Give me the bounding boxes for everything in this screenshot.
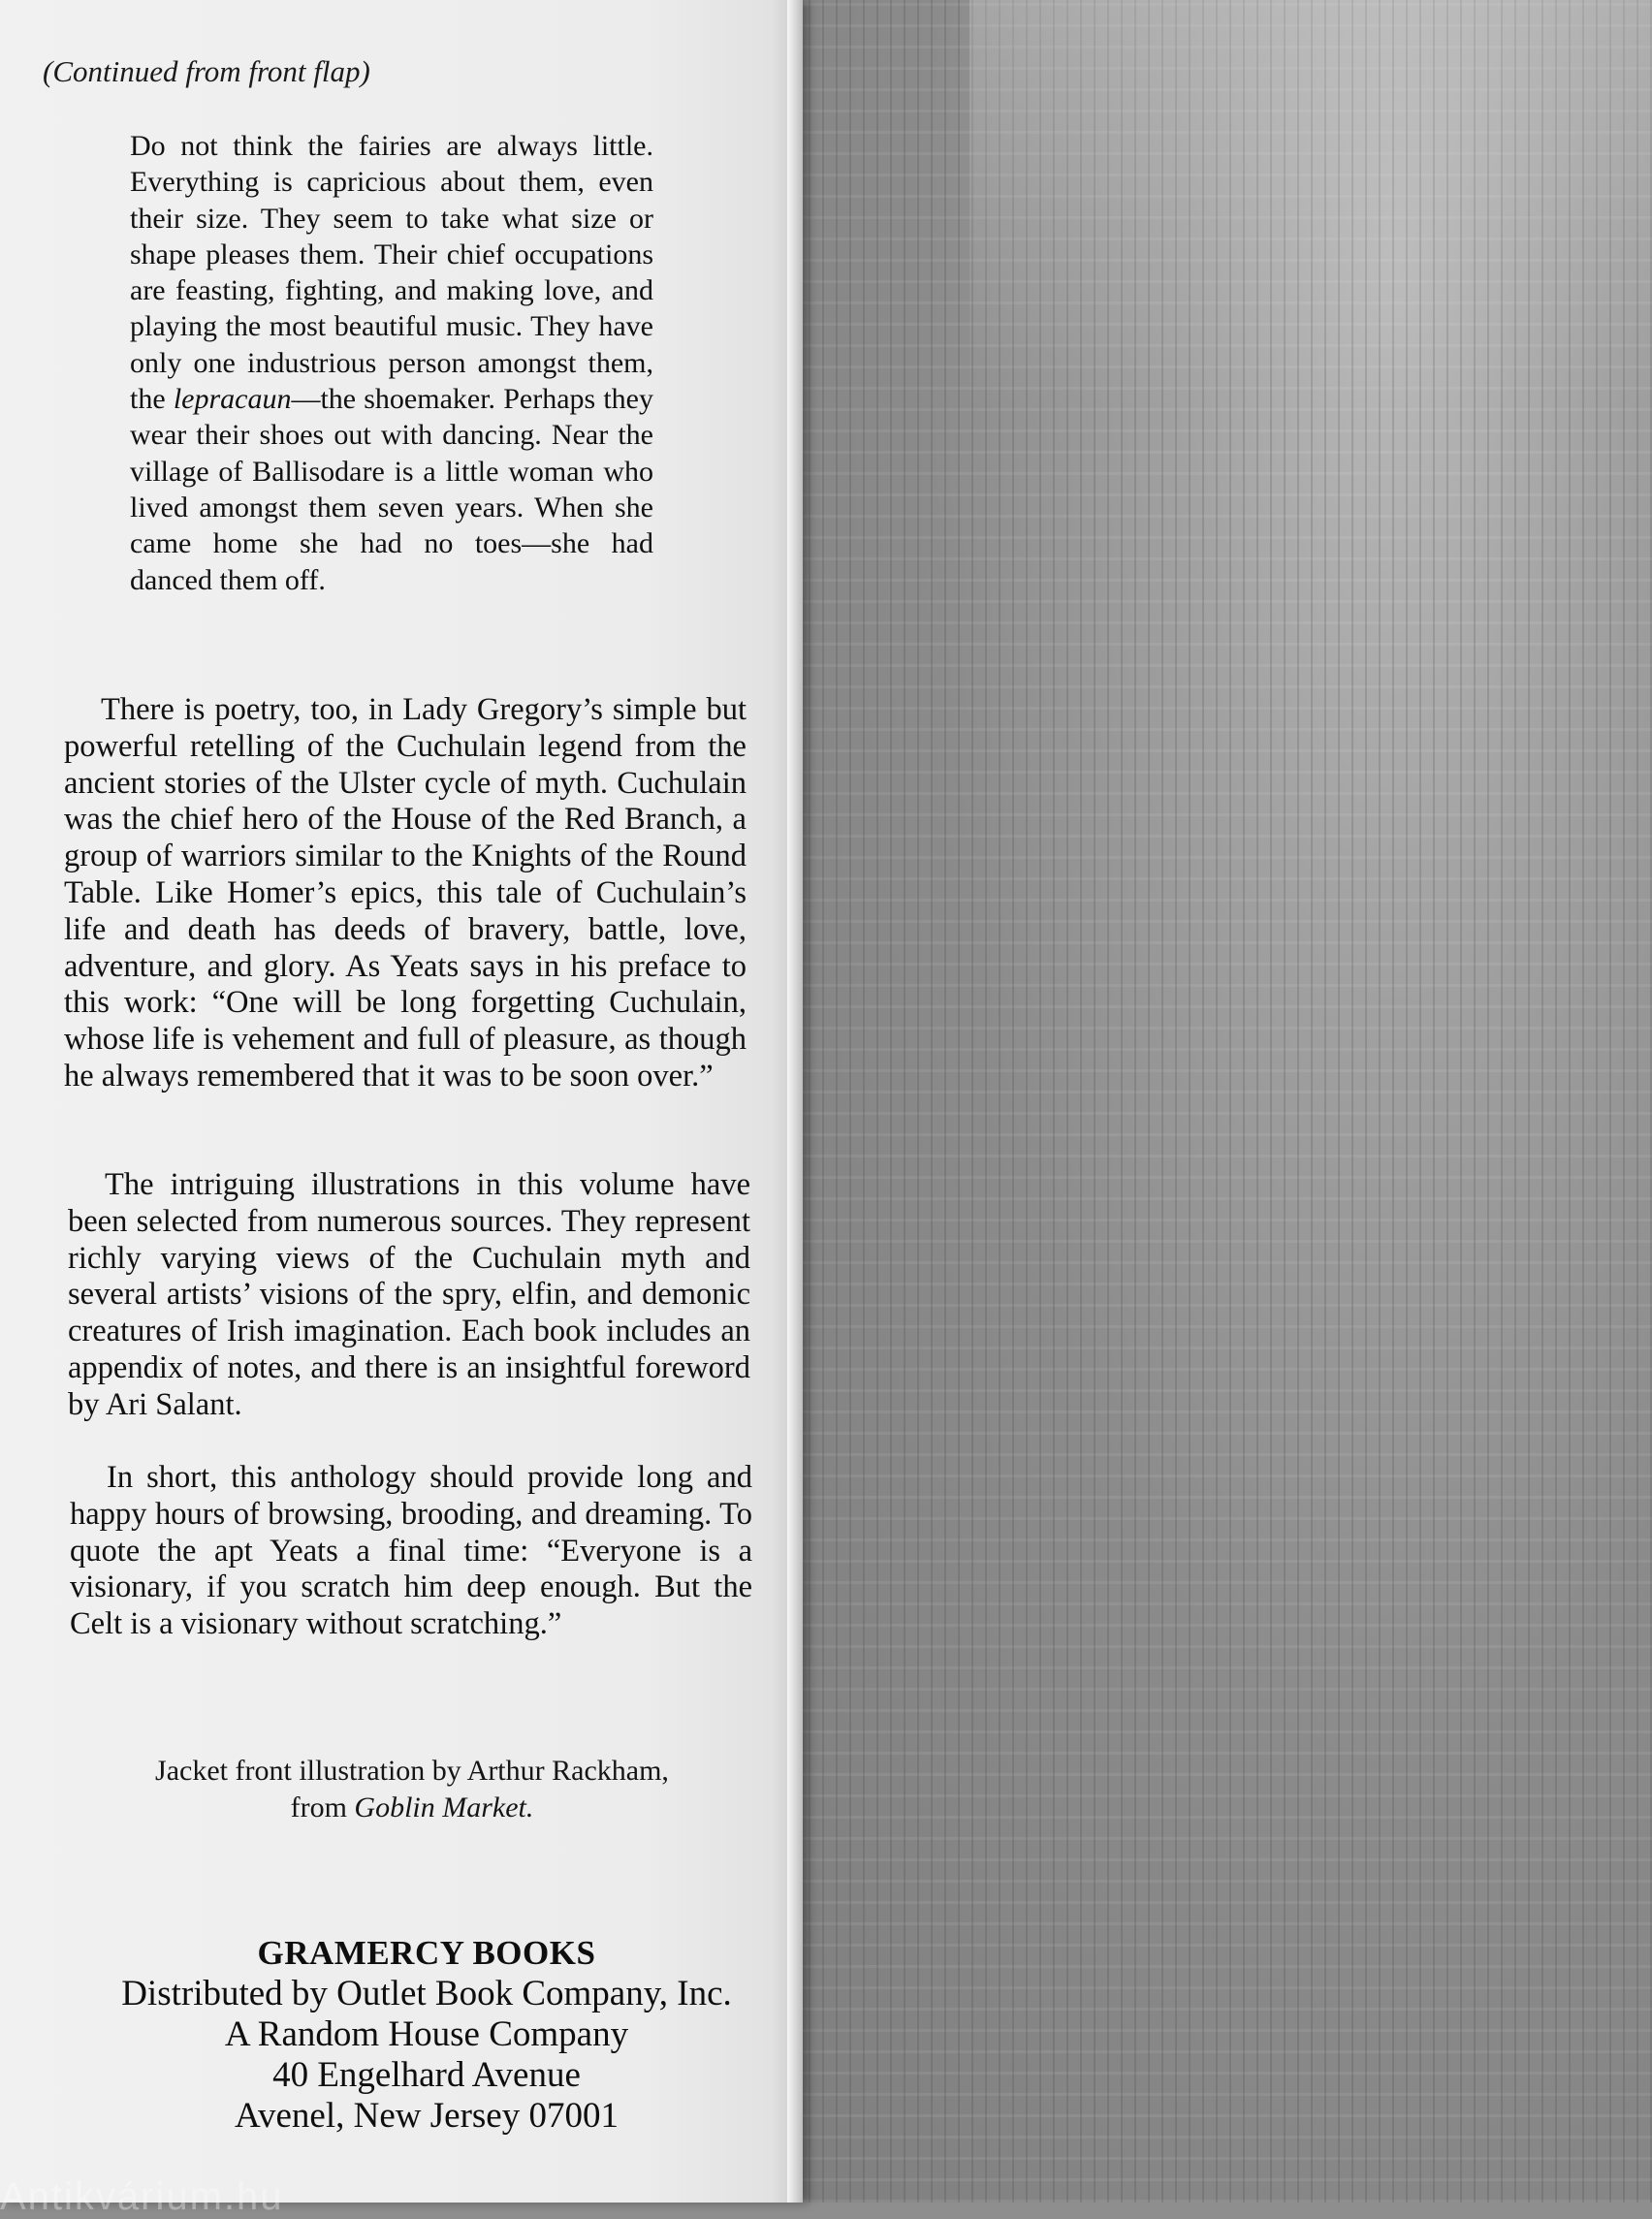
publisher-line: Distributed by Outlet Book Company, Inc. <box>121 1974 732 2013</box>
publisher-line: Avenel, New Jersey 07001 <box>235 2096 619 2136</box>
illustration-credit <box>78 1753 747 1826</box>
block-quote <box>130 128 653 598</box>
jacket-back-flap <box>0 0 803 2203</box>
publisher-line: 40 Engelhard Avenue <box>272 2055 581 2095</box>
paragraph-cuchulain: There is poetry, too, in Lady Gregory’s simple but powerful retelling of the Cuchulain legend from the ancient stories of the Ulster cycle of myth. Cuchulain was the chief hero of the House of the Red Branch, a group of warriors similar to the Knights of the Round Table. Like Homer’s epics, this tale of Cuchulain’s life and death has deeds of bravery, battle, love, adventure, and glory. As Yeats says in his preface to this work: “One will be long forgetting Cuchulain, whose life is vehement and full of pleasure, as though he always remembered that it was to be soon over.” <box>64 692 747 1094</box>
credit-source <box>78 1790 747 1826</box>
publisher-block <box>39 1933 814 2137</box>
credit-line: Jacket front illustration by Arthur Rackham, <box>155 1755 669 1787</box>
continued-note: (Continued from front flap) <box>43 54 370 88</box>
quote-text-end: —the shoemaker. Perhaps they wear their shoes out with dancing. Near the village of Ballisodare is a little woman who lived amongst them seven years. When she came home she had no toes—she had danced them off. <box>130 383 653 596</box>
watermark: Antikvárium.hu <box>0 2175 284 2218</box>
light-reflection <box>969 0 1652 407</box>
credit-from: from <box>290 1791 355 1823</box>
quote-text-start: Do not think the fairies are always little. Everything is capricious about them, even their size. They seem to take what size or shape pleases them. Their chief occupations are feasting, fighting, and making love, and playing the most beautiful music. They have only one industrious person amongst them, the <box>130 130 653 416</box>
publisher-name: GRAMERCY BOOKS <box>257 1934 596 1972</box>
publisher-line: A Random House Company <box>224 2014 629 2054</box>
paragraph-conclusion: In short, this anthology should provide long and happy hours of browsing, brooding, and dreaming. To quote the apt Yeats a final time: “Everyone is a visionary, if you scratch him deep enough. But the Celt is a visionary without scratching.” <box>70 1460 752 1642</box>
credit-title: Goblin Market. <box>354 1791 534 1823</box>
flap-edge <box>787 0 803 2203</box>
paragraph-illustrations: The intriguing illustrations in this volume have been selected from numerous sources. They represent richly varying views of the Cuchulain myth and several artists’ visions of the spry, elfin, and demonic creatures of Irish imagination. Each book includes an appendix of notes, and there is an insightful foreword by Ari Salant. <box>68 1167 750 1422</box>
quote-italic-word: lepracaun <box>173 383 292 416</box>
